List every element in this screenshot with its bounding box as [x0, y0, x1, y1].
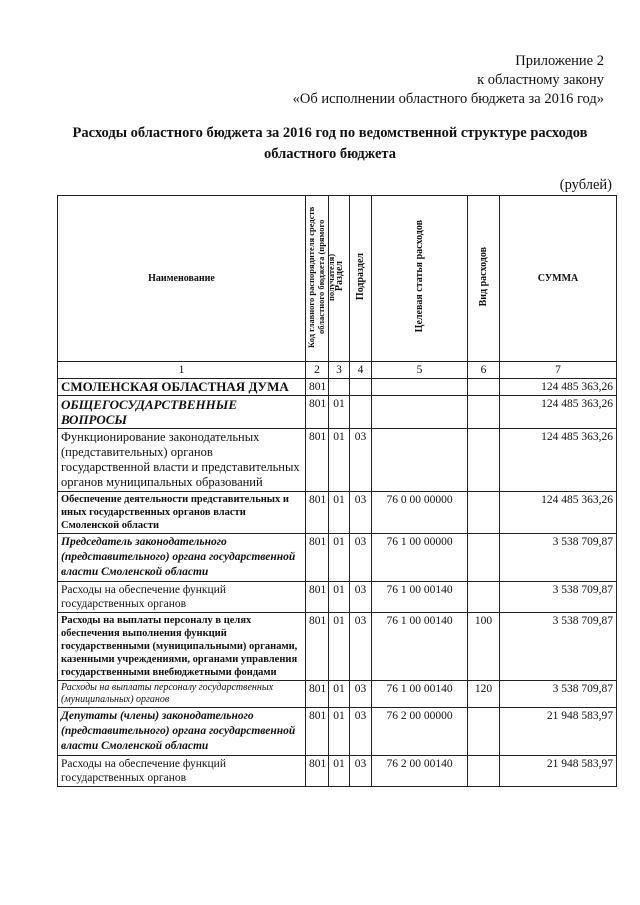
- row-name: Обеспечение деятельности представительных и иных государственных органов власти Смоленской области: [58, 492, 306, 534]
- row-subsection: 03: [350, 534, 372, 582]
- table-row: [58, 379, 617, 396]
- row-kind: 100: [468, 613, 500, 681]
- row-kind: [468, 396, 500, 429]
- table-row: [58, 756, 617, 787]
- row-name: Расходы на выплаты персоналу государственных (муниципальных) органов: [58, 681, 306, 708]
- row-target: [372, 379, 468, 396]
- row-name: Депутаты (члены) законодательного (представительного) органа государственной власти Смоленской области: [58, 708, 306, 756]
- header-row: [58, 196, 617, 362]
- title-line-2: областного бюджета: [264, 146, 396, 162]
- header-kind: [468, 196, 500, 362]
- row-target: 76 1 00 00140: [372, 582, 468, 613]
- row-section: 01: [329, 613, 350, 681]
- budget-table: [57, 195, 617, 787]
- row-subsection: 03: [350, 582, 372, 613]
- row-sum: 3 538 709,87: [500, 534, 617, 582]
- row-kind: [468, 492, 500, 534]
- header-section-text: Раздел: [333, 261, 345, 292]
- header-code-text: Код главного распорядителя средств областного бюджета (прямого получателя): [306, 205, 336, 348]
- col-number: 3: [329, 362, 350, 379]
- row-subsection: 03: [350, 492, 372, 534]
- row-sum: 124 485 363,26: [500, 492, 617, 534]
- col-number: 1: [58, 362, 306, 379]
- appendix-line-1: Приложение 2: [515, 53, 604, 69]
- row-target: 76 2 00 00140: [372, 756, 468, 787]
- table-row: [58, 396, 617, 429]
- row-code: 801: [306, 681, 329, 708]
- header-subsection-text: Подраздел: [355, 252, 366, 301]
- row-name: ОБЩЕГОСУДАРСТВЕННЫЕ ВОПРОСЫ: [58, 396, 306, 429]
- row-code: 801: [306, 582, 329, 613]
- row-code: 801: [306, 756, 329, 787]
- row-sum: 3 538 709,87: [500, 681, 617, 708]
- row-section: 01: [329, 582, 350, 613]
- row-section: 01: [329, 396, 350, 429]
- row-target: 76 0 00 00000: [372, 492, 468, 534]
- table-row: [58, 681, 617, 708]
- row-section: [329, 379, 350, 396]
- row-target: 76 1 00 00000: [372, 534, 468, 582]
- unit-label: (рублей): [559, 177, 612, 193]
- col-number: 4: [350, 362, 372, 379]
- row-name: Функционирование законодательных (представительных) органов государственной власти и представительных органов муниципальных образований: [58, 429, 306, 492]
- row-name: Расходы на выплаты персоналу в целях обеспечения выполнения функций государственными (муниципальными) органами, казенными учреждениями, органами управления государственными внебюджетными фондами: [58, 613, 306, 681]
- header-kind-text: Вид расходов: [478, 246, 489, 307]
- col-number: 6: [468, 362, 500, 379]
- row-kind: [468, 756, 500, 787]
- header-code: [306, 196, 336, 362]
- row-sum: 3 538 709,87: [500, 582, 617, 613]
- header-name: Наименование: [58, 196, 306, 362]
- row-kind: [468, 429, 500, 492]
- row-subsection: [350, 379, 372, 396]
- row-target: 76 1 00 00140: [372, 681, 468, 708]
- table-row: [58, 492, 617, 534]
- row-name: Председатель законодательного (представительного) органа государственной власти Смоленской области: [58, 534, 306, 582]
- row-code: 801: [306, 379, 329, 396]
- row-subsection: 03: [350, 429, 372, 492]
- col-number: 2: [306, 362, 329, 379]
- table-row: [58, 429, 617, 492]
- row-code: 801: [306, 534, 329, 582]
- row-target: 76 1 00 00140: [372, 613, 468, 681]
- row-kind: [468, 534, 500, 582]
- col-number: 5: [372, 362, 468, 379]
- row-code: 801: [306, 396, 329, 429]
- row-section: 01: [329, 681, 350, 708]
- header-target: [372, 196, 468, 362]
- row-name: Расходы на обеспечение функций государственных органов: [58, 582, 306, 613]
- row-sum: 3 538 709,87: [500, 613, 617, 681]
- table-row: [58, 708, 617, 756]
- document-title: [40, 123, 620, 165]
- row-subsection: [350, 396, 372, 429]
- row-code: 801: [306, 613, 329, 681]
- row-sum: 124 485 363,26: [500, 429, 617, 492]
- table-row: [58, 613, 617, 681]
- row-sum: 124 485 363,26: [500, 396, 617, 429]
- row-subsection: 03: [350, 681, 372, 708]
- row-target: 76 2 00 00000: [372, 708, 468, 756]
- row-subsection: 03: [350, 613, 372, 681]
- title-line-1: Расходы областного бюджета за 2016 год по ведомственной структуре расходов: [72, 125, 588, 141]
- row-section: 01: [329, 492, 350, 534]
- row-code: 801: [306, 429, 329, 492]
- appendix-block: [293, 52, 604, 109]
- row-section: 01: [329, 756, 350, 787]
- row-subsection: 03: [350, 756, 372, 787]
- col-number: 7: [500, 362, 617, 379]
- appendix-line-2: к областному закону: [477, 72, 604, 88]
- column-number-row: [58, 362, 617, 379]
- appendix-line-3: «Об исполнении областного бюджета за 2016 год»: [292, 91, 604, 107]
- table-row: [58, 534, 617, 582]
- row-target: [372, 429, 468, 492]
- row-kind: [468, 379, 500, 396]
- row-name: СМОЛЕНСКАЯ ОБЛАСТНАЯ ДУМА: [58, 379, 306, 396]
- header-sum: СУММА: [500, 196, 617, 362]
- row-section: 01: [329, 708, 350, 756]
- row-code: 801: [306, 492, 329, 534]
- row-kind: [468, 708, 500, 756]
- row-sum: 124 485 363,26: [500, 379, 617, 396]
- row-kind: [468, 582, 500, 613]
- row-section: 01: [329, 534, 350, 582]
- row-name: Расходы на обеспечение функций государственных органов: [58, 756, 306, 787]
- row-subsection: 03: [350, 708, 372, 756]
- row-target: [372, 396, 468, 429]
- header-subsection: [350, 196, 372, 362]
- row-section: 01: [329, 429, 350, 492]
- row-sum: 21 948 583,97: [500, 756, 617, 787]
- row-code: 801: [306, 708, 329, 756]
- row-sum: 21 948 583,97: [500, 708, 617, 756]
- row-kind: 120: [468, 681, 500, 708]
- header-target-text: Целевая статья расходов: [414, 220, 425, 333]
- table-row: [58, 582, 617, 613]
